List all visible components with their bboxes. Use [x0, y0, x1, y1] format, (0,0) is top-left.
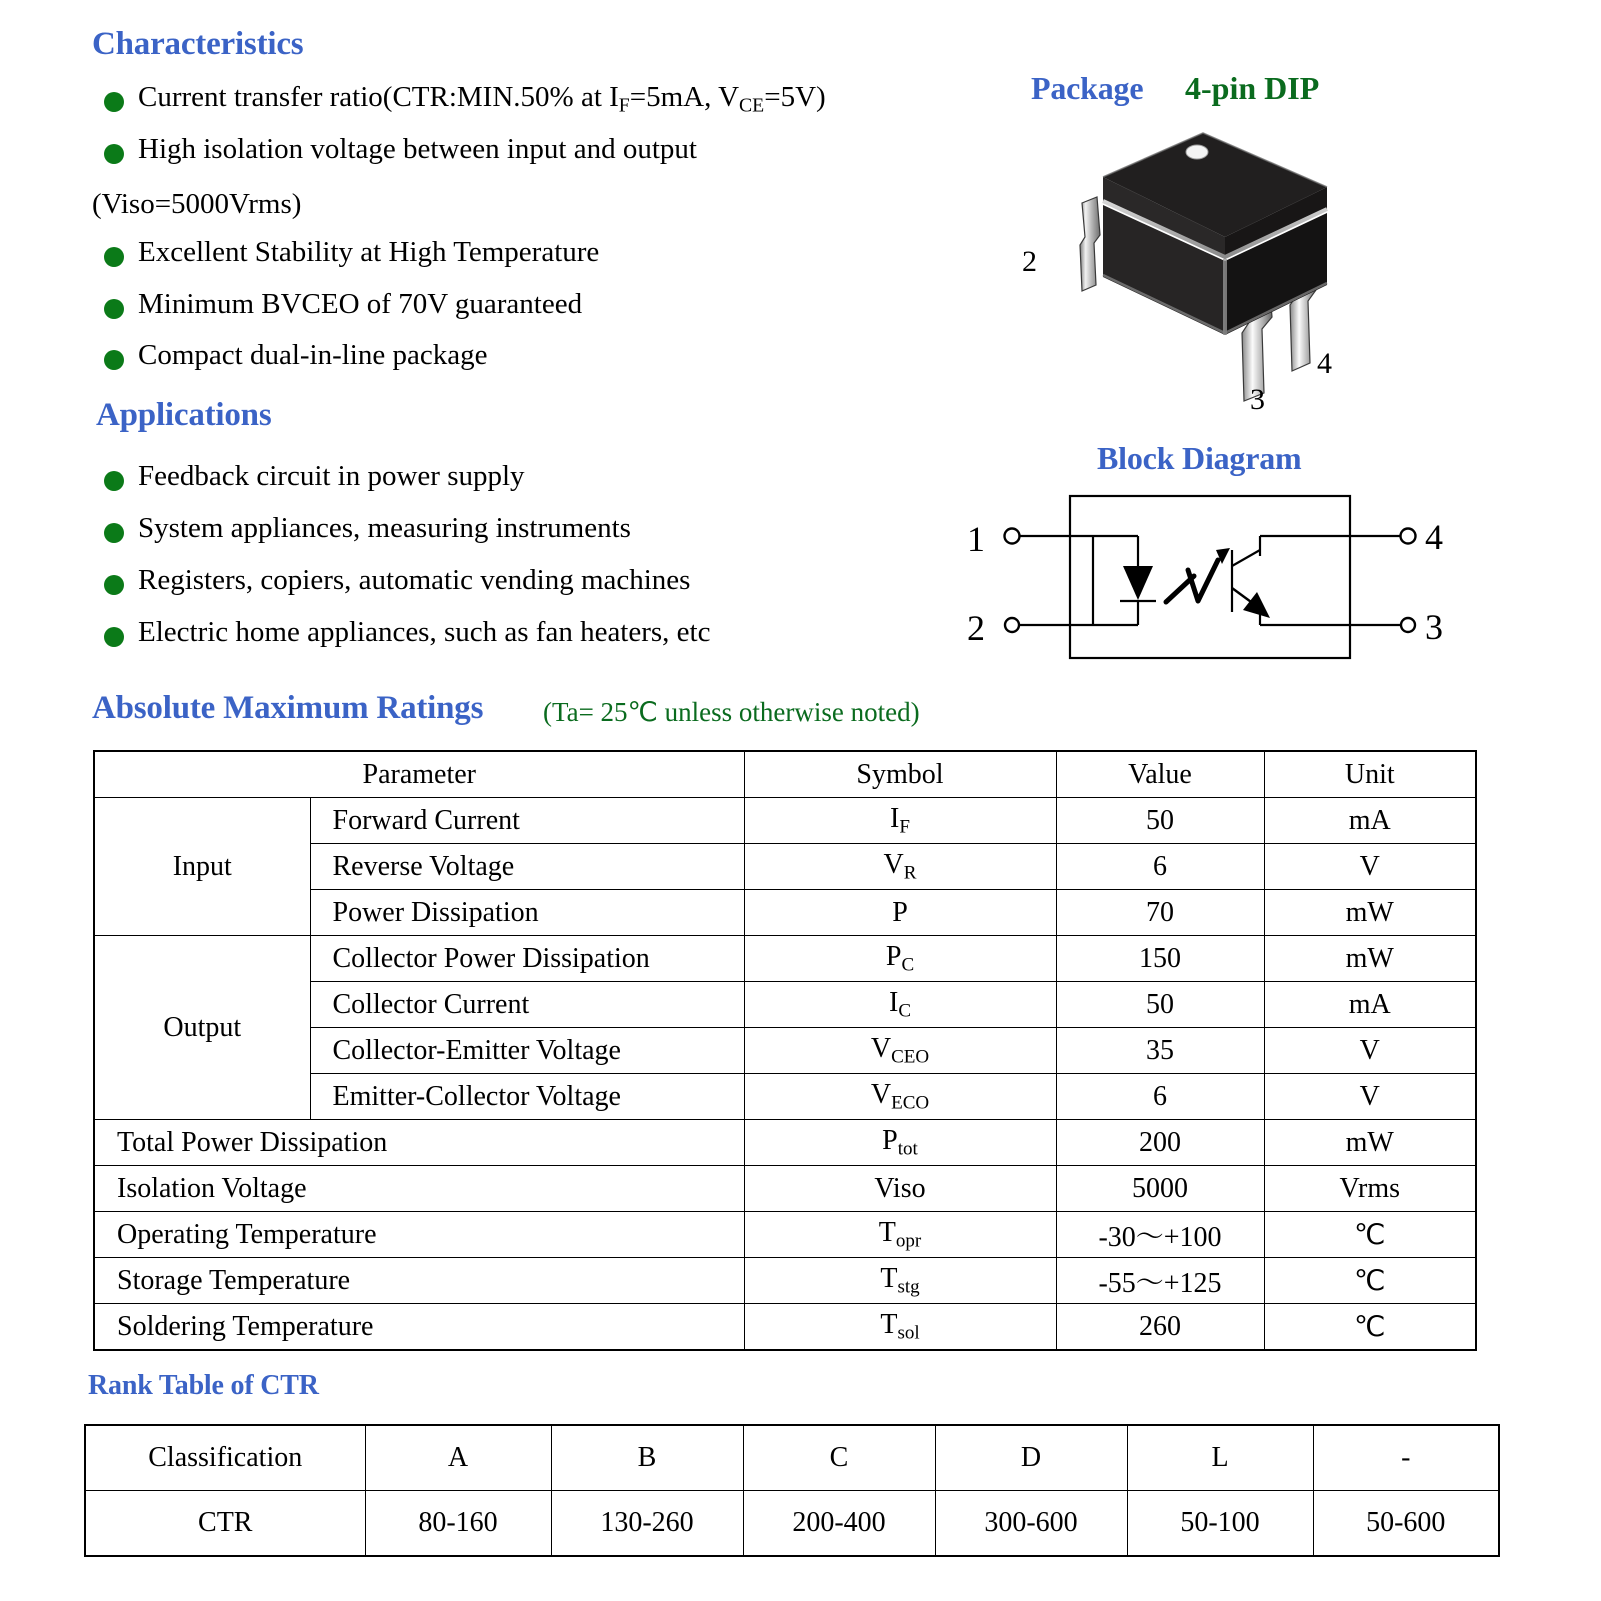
characteristics-bullet-text: Compact dual-in-line package [138, 339, 488, 371]
cell-unit: V [1264, 1074, 1476, 1120]
table-row [94, 798, 1476, 844]
rank-ctr-cell: 80-160 [365, 1491, 551, 1557]
cell-value: 150 [1056, 936, 1264, 982]
bullet-dot-icon [104, 523, 124, 543]
cell-parameter: Emitter-Collector Voltage [310, 1074, 744, 1120]
cell-value: -55～+125 [1056, 1258, 1264, 1304]
characteristics-bullet-text: Minimum BVCEO of 70V guaranteed [138, 288, 583, 320]
cell-parameter: Total Power Dissipation [94, 1120, 744, 1166]
rank-table-heading: Rank Table of CTR [88, 1370, 319, 1401]
cell-value: 6 [1056, 1074, 1264, 1120]
header-parameter: Parameter [94, 751, 744, 798]
rank-ctr-cell: 200-400 [743, 1491, 935, 1557]
absolute-maximum-ratings-table [93, 750, 1477, 1351]
rank-classification-cell: - [1313, 1425, 1499, 1491]
rank-value-row [85, 1491, 1499, 1557]
bullet-dot-icon [104, 247, 124, 267]
bullet-dot-icon [104, 144, 124, 164]
table-row [94, 936, 1476, 982]
characteristics-bullet-0 [104, 83, 826, 116]
header-unit: Unit [1264, 751, 1476, 798]
package-heading: Package [1031, 70, 1144, 106]
table-row [94, 1166, 1476, 1212]
rank-ctr-cell: 50-100 [1127, 1491, 1313, 1557]
cell-unit: mA [1264, 982, 1476, 1028]
cell-symbol: $P_C$ [744, 936, 1056, 982]
bullet-dot-icon [104, 350, 124, 370]
cell-value: 70 [1056, 890, 1264, 936]
characteristics-bullet-text: High isolation voltage between input and output [138, 133, 697, 165]
cell-parameter: Forward Current [310, 798, 744, 844]
ratings-heading: Absolute Maximum Ratings [92, 690, 484, 726]
cell-symbol: $T_{sol}$ [744, 1304, 1056, 1351]
applications-bullet-text: Registers, copiers, automatic vending machines [138, 564, 691, 596]
cell-symbol: $P_{tot}$ [744, 1120, 1056, 1166]
block-diagram-heading: Block Diagram [1097, 440, 1302, 476]
cell-parameter: Isolation Voltage [94, 1166, 744, 1212]
block-diagram-illustration [960, 488, 1460, 668]
group-label: Output [94, 936, 310, 1120]
characteristics-bullet-text: Current transfer ratio(CTR:MIN.50% at $I_F=5mA$, $V_{CE}=5V$) [138, 81, 826, 117]
package-pin-label-3: 3 [1250, 383, 1265, 416]
cell-symbol: Viso [744, 1166, 1056, 1212]
dip-package-svg [1020, 125, 1360, 415]
applications-bullet-text: Feedback circuit in power supply [138, 460, 525, 492]
optocoupler-schematic-svg [960, 488, 1460, 668]
applications-bullet-1 [104, 514, 631, 543]
characteristics-bullet-4 [104, 341, 487, 370]
applications-bullet-3 [104, 618, 710, 647]
bullet-dot-icon [104, 471, 124, 491]
cell-value: 6 [1056, 844, 1264, 890]
bullet-dot-icon [104, 627, 124, 647]
rank-table-wrapper [84, 1424, 1500, 1557]
table-row [94, 1212, 1476, 1258]
applications-heading: Applications [96, 397, 272, 433]
cell-symbol: $V_{CEO}$ [744, 1028, 1056, 1074]
cell-unit: Vrms [1264, 1166, 1476, 1212]
cell-parameter: Power Dissipation [310, 890, 744, 936]
cell-parameter: Collector Power Dissipation [310, 936, 744, 982]
cell-unit: mW [1264, 890, 1476, 936]
rank-row-label: Classification [85, 1425, 365, 1491]
table-header-row [94, 751, 1476, 798]
rank-classification-cell: L [1127, 1425, 1313, 1491]
characteristics-bullet-3 [104, 290, 582, 319]
rank-row-label: CTR [85, 1491, 365, 1557]
rank-ctr-cell: 50-600 [1313, 1491, 1499, 1557]
cell-value: -30～+100 [1056, 1212, 1264, 1258]
cell-parameter: Collector Current [310, 982, 744, 1028]
cell-symbol: $V_{ECO}$ [744, 1074, 1056, 1120]
package-pin-label-4: 4 [1317, 347, 1332, 380]
rank-classification-cell: D [935, 1425, 1127, 1491]
rank-ctr-cell: 130-260 [551, 1491, 743, 1557]
cell-parameter: Storage Temperature [94, 1258, 744, 1304]
cell-unit: mW [1264, 936, 1476, 982]
rank-table-of-ctr [84, 1424, 1500, 1557]
block-pin-label-1: 1 [967, 519, 985, 559]
cell-unit: V [1264, 844, 1476, 890]
block-pin-label-2: 2 [967, 608, 985, 648]
cell-value: 200 [1056, 1120, 1264, 1166]
bullet-dot-icon [104, 575, 124, 595]
cell-value: 50 [1056, 982, 1264, 1028]
table-row [94, 1258, 1476, 1304]
package-illustration [1020, 125, 1360, 415]
characteristics-heading: Characteristics [92, 26, 304, 62]
cell-unit: ℃ [1264, 1258, 1476, 1304]
rank-header-row [85, 1425, 1499, 1491]
cell-symbol: P [744, 890, 1056, 936]
ratings-table-wrapper [93, 750, 1477, 1351]
cell-symbol: $I_F$ [744, 798, 1056, 844]
header-value: Value [1056, 751, 1264, 798]
block-pin-label-3: 3 [1425, 607, 1443, 647]
characteristics-continuation: (Viso=5000Vrms) [92, 188, 302, 220]
applications-bullet-0 [104, 462, 525, 491]
applications-bullet-text: Electric home appliances, such as fan heaters, etc [138, 616, 711, 648]
cell-parameter: Collector-Emitter Voltage [310, 1028, 744, 1074]
bullet-dot-icon [104, 299, 124, 319]
cell-unit: mW [1264, 1120, 1476, 1166]
cell-unit: ℃ [1264, 1212, 1476, 1258]
cell-parameter: Operating Temperature [94, 1212, 744, 1258]
cell-symbol: $T_{stg}$ [744, 1258, 1056, 1304]
applications-bullet-text: System appliances, measuring instruments [138, 512, 631, 544]
cell-unit: V [1264, 1028, 1476, 1074]
cell-unit: mA [1264, 798, 1476, 844]
rank-classification-cell: C [743, 1425, 935, 1491]
package-subtitle: 4-pin DIP [1185, 70, 1320, 106]
cell-value: 35 [1056, 1028, 1264, 1074]
characteristics-bullet-2 [104, 238, 599, 267]
block-pin-label-4: 4 [1425, 517, 1443, 557]
cell-parameter: Soldering Temperature [94, 1304, 744, 1351]
table-row [94, 1120, 1476, 1166]
rank-classification-cell: B [551, 1425, 743, 1491]
header-symbol: Symbol [744, 751, 1056, 798]
cell-parameter: Reverse Voltage [310, 844, 744, 890]
cell-value: 5000 [1056, 1166, 1264, 1212]
applications-bullet-2 [104, 566, 690, 595]
characteristics-bullet-text: Excellent Stability at High Temperature [138, 236, 600, 268]
table-row [94, 1304, 1476, 1351]
ratings-note: (Ta= 25℃ unless otherwise noted) [543, 697, 920, 727]
cell-value: 260 [1056, 1304, 1264, 1351]
cell-symbol: $T_{opr}$ [744, 1212, 1056, 1258]
rank-ctr-cell: 300-600 [935, 1491, 1127, 1557]
cell-value: 50 [1056, 798, 1264, 844]
cell-symbol: $I_C$ [744, 982, 1056, 1028]
group-label: Input [94, 798, 310, 936]
bullet-dot-icon [104, 92, 124, 112]
cell-symbol: $V_R$ [744, 844, 1056, 890]
characteristics-bullet-1 [104, 135, 697, 164]
rank-classification-cell: A [365, 1425, 551, 1491]
package-pin-label-2: 2 [1022, 245, 1037, 278]
cell-unit: ℃ [1264, 1304, 1476, 1351]
